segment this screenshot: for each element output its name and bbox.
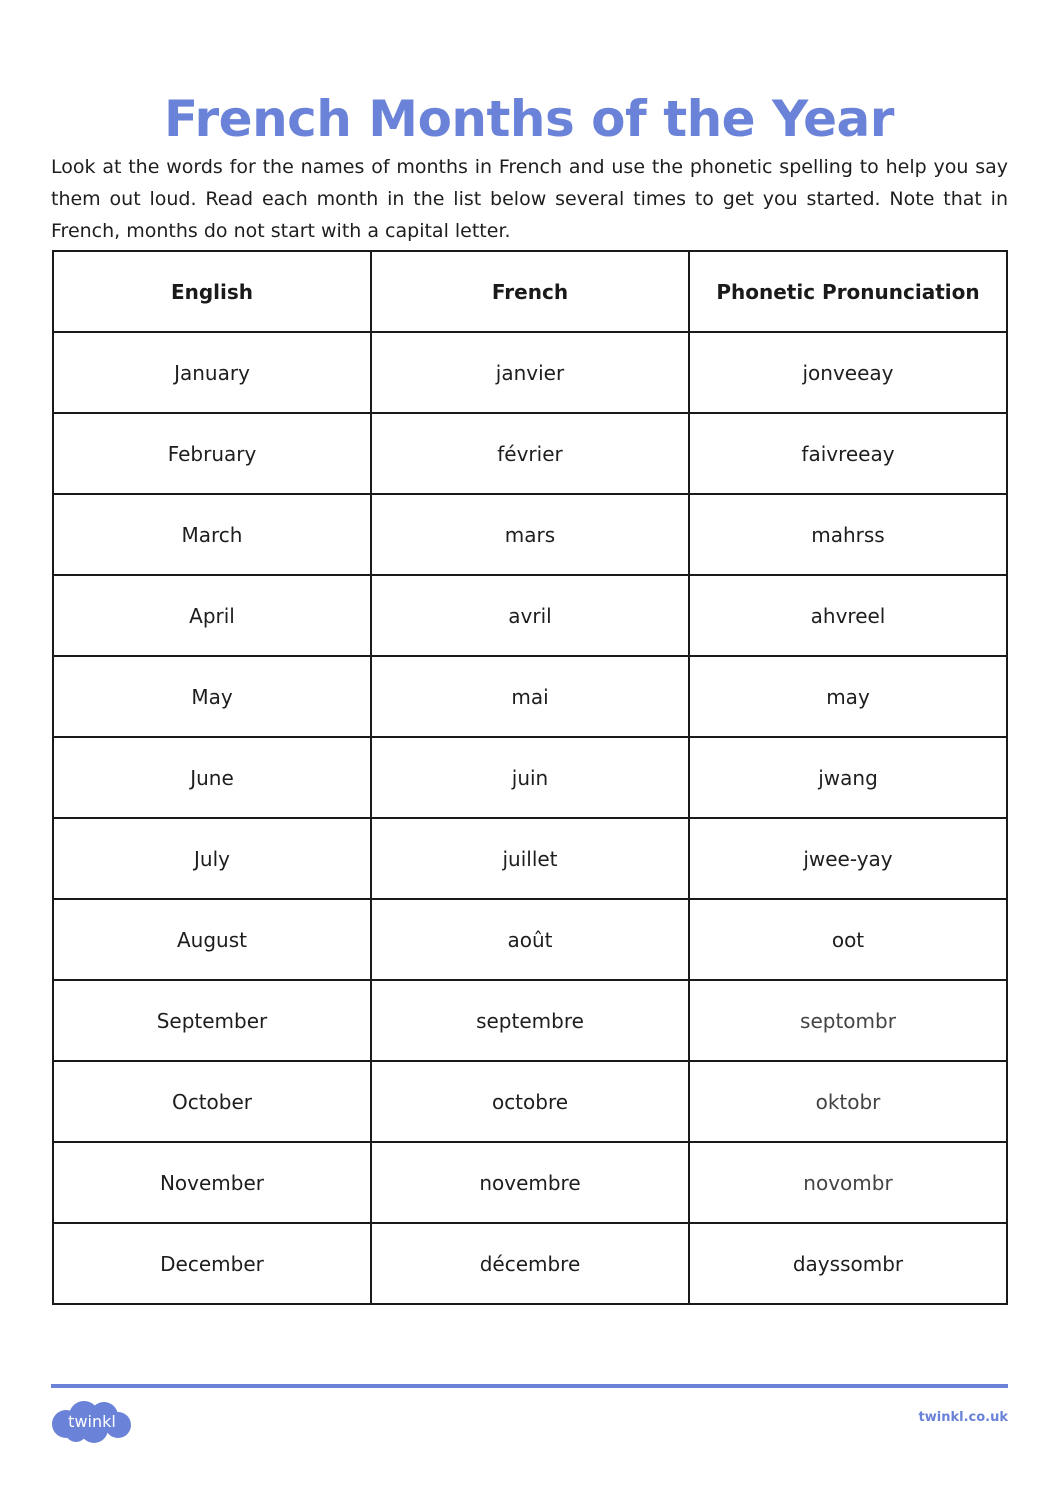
cell-french: avril xyxy=(371,575,689,656)
table-row xyxy=(53,1223,1007,1304)
cell-english: June xyxy=(53,737,371,818)
cell-french: février xyxy=(371,413,689,494)
cell-phonetic: jwang xyxy=(689,737,1007,818)
cell-phonetic: mahrss xyxy=(689,494,1007,575)
cell-phonetic: novombr xyxy=(689,1142,1007,1223)
footer-divider xyxy=(51,1384,1008,1388)
table-row xyxy=(53,332,1007,413)
table-row xyxy=(53,494,1007,575)
cell-phonetic: dayssombr xyxy=(689,1223,1007,1304)
site-url: twinkl.co.uk xyxy=(918,1410,1008,1425)
cell-english: October xyxy=(53,1061,371,1142)
cell-french: janvier xyxy=(371,332,689,413)
cell-french: août xyxy=(371,899,689,980)
cell-english: January xyxy=(53,332,371,413)
table-row xyxy=(53,980,1007,1061)
cell-english: September xyxy=(53,980,371,1061)
table-row xyxy=(53,1142,1007,1223)
cell-french: novembre xyxy=(371,1142,689,1223)
cell-english: December xyxy=(53,1223,371,1304)
months-table xyxy=(52,250,1008,1305)
table-row xyxy=(53,1061,1007,1142)
cell-english: April xyxy=(53,575,371,656)
table-row xyxy=(53,575,1007,656)
table-row xyxy=(53,818,1007,899)
cell-english: August xyxy=(53,899,371,980)
cell-phonetic: may xyxy=(689,656,1007,737)
cell-english: May xyxy=(53,656,371,737)
header-phonetic: Phonetic Pronunciation xyxy=(689,251,1007,332)
page-title: French Months of the Year xyxy=(164,89,894,148)
cell-french: mars xyxy=(371,494,689,575)
table-row xyxy=(53,656,1007,737)
cell-phonetic: ahvreel xyxy=(689,575,1007,656)
table-row xyxy=(53,899,1007,980)
cell-phonetic: septombr xyxy=(689,980,1007,1061)
header-french: French xyxy=(371,251,689,332)
cell-english: July xyxy=(53,818,371,899)
cell-english: November xyxy=(53,1142,371,1223)
cell-english: March xyxy=(53,494,371,575)
table-row xyxy=(53,413,1007,494)
cell-french: décembre xyxy=(371,1223,689,1304)
cell-french: juin xyxy=(371,737,689,818)
cell-phonetic: jwee-yay xyxy=(689,818,1007,899)
table-row xyxy=(53,737,1007,818)
logo-text: twinkl xyxy=(68,1412,116,1431)
cell-french: septembre xyxy=(371,980,689,1061)
table-header-row xyxy=(53,251,1007,332)
cell-phonetic: oktobr xyxy=(689,1061,1007,1142)
header-english: English xyxy=(53,251,371,332)
cell-french: mai xyxy=(371,656,689,737)
cell-phonetic: jonveeay xyxy=(689,332,1007,413)
cell-phonetic: oot xyxy=(689,899,1007,980)
cell-french: octobre xyxy=(371,1061,689,1142)
intro-paragraph: Look at the words for the names of months in French and use the phonetic spelling to help you say them out loud. Read each month in the list below several times to get you started. Note that in French, months do not start with a capital letter. xyxy=(51,156,1008,242)
cell-french: juillet xyxy=(371,818,689,899)
twinkl-logo xyxy=(50,1398,134,1444)
cell-phonetic: faivreeay xyxy=(689,413,1007,494)
cell-english: February xyxy=(53,413,371,494)
